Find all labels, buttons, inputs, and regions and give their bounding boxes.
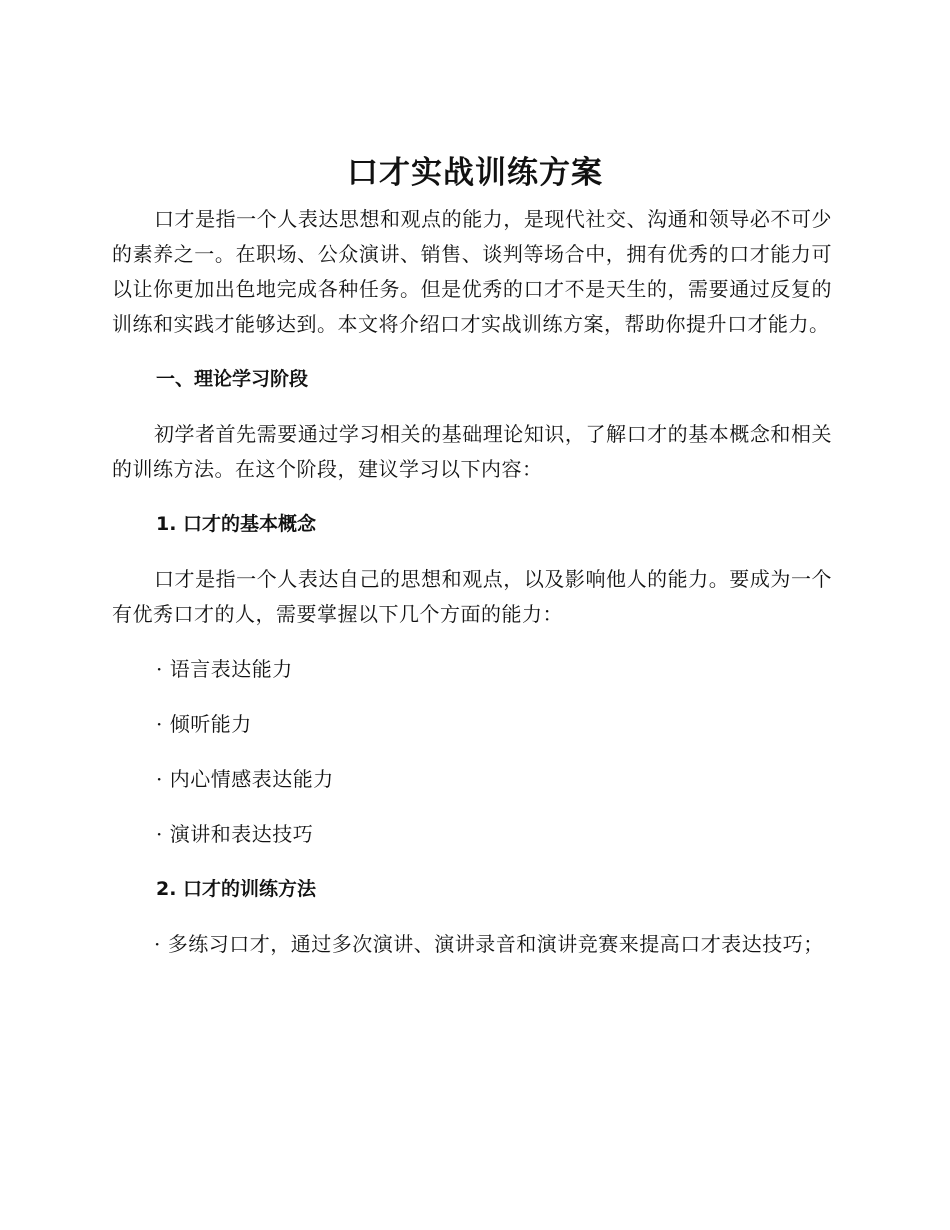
list-item: · 内心情感表达能力	[156, 767, 334, 791]
list-item: · 语言表达能力	[156, 657, 293, 681]
intro-paragraph: 口才是指一个人表达思想和观点的能力，是现代社交、沟通和领导必不可少的素养之一。在职场、公众演讲、销售、谈判等场合中，拥有优秀的口才能力可以让你更加出色地完成各种任务。但是优秀的口才不是天生的，需要通过反复的训练和实践才能够达到。本文将介绍口才实战训练方案，帮助你提升口才能力。	[112, 207, 832, 336]
section-theory-paragraph: 初学者首先需要通过学习相关的基础理论知识，了解口才的基本概念和相关的训练方法。在这个阶段，建议学习以下内容：	[112, 422, 832, 481]
section-heading-theory: 一、理论学习阶段	[156, 368, 309, 390]
list-item: · 演讲和表达技巧	[156, 822, 314, 846]
document-title: 口才实战训练方案	[347, 155, 603, 191]
list-item: · 倾听能力	[156, 712, 252, 736]
basic-concept-paragraph: 口才是指一个人表达自己的思想和观点，以及影响他人的能力。要成为一个有优秀口才的人，需要掌握以下几个方面的能力：	[112, 567, 832, 626]
document-body	[112, 202, 832, 962]
list-item: · 多练习口才，通过多次演讲、演讲录音和演讲竞赛来提高口才表达技巧；	[154, 932, 824, 956]
subheading-training-methods: 2. 口才的训练方法	[156, 878, 317, 900]
subheading-basic-concept: 1. 口才的基本概念	[156, 513, 317, 535]
